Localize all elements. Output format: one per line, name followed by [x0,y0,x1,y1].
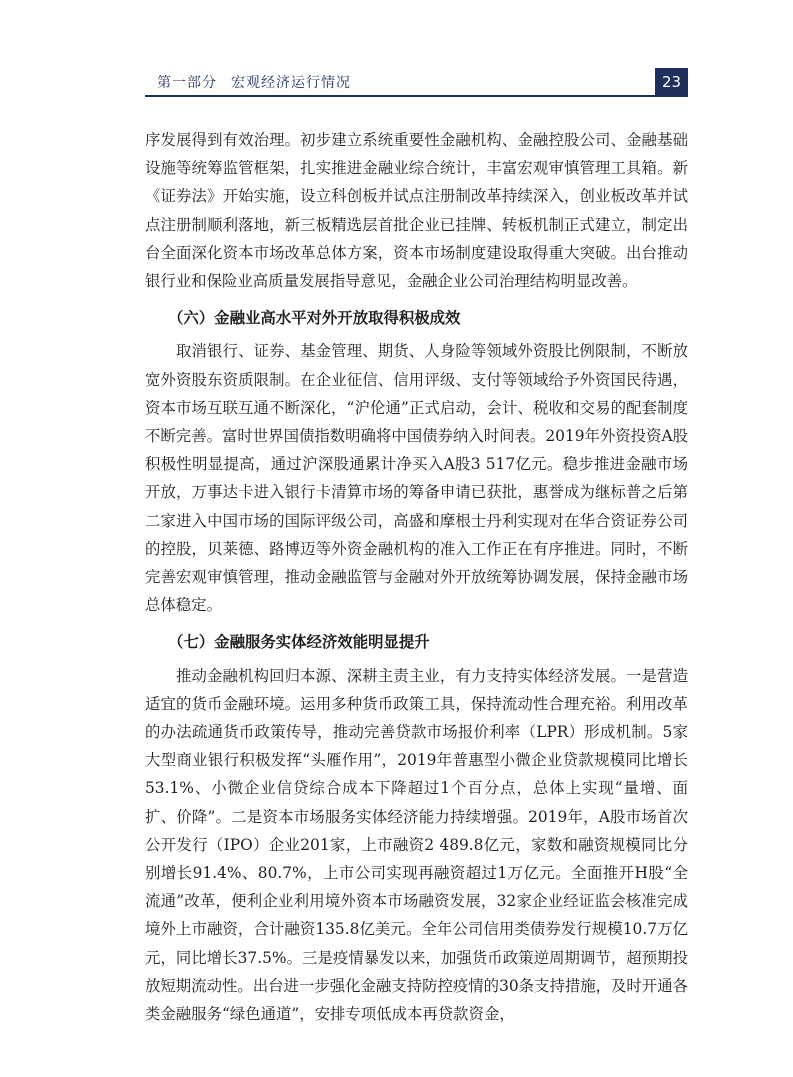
header-part: 第一部分 [157,75,217,91]
page-body [145,126,688,1028]
paragraph-opening: 取消银行、证券、基金管理、期货、人身险等领域外资股比例限制，不断放宽外资股东资质限制。在企业征信、信用评级、支付等领域给予外资国民待遇，资本市场互联互通不断深化，“沪伦通”正式启动，会计、税收和交易的配套制度不断完善。富时世界国债指数明确将中国债券纳入时间表。2019年外资投资A股积极性明显提高，通过沪深股通累计净买入A股3 517亿元。稳步推进金融市场开放，万事达卡进入银行卡清算市场的筹备申请已获批，惠誉成为继标普之后第二家进入中国市场的国际评级公司，高盛和摩根士丹利实现对在华合资证券公司的控股，贝莱德、路博迈等外资金融机构的准入工作正在有序推进。同时，不断完善宏观审慎管理，推动金融监管与金融对外开放统筹协调发展，保持金融市场总体稳定。 [145,342,688,615]
paragraph-continued: 序发展得到有效治理。初步建立系统重要性金融机构、金融控股公司、金融基础设施等统筹监管框架，扎实推进金融业综合统计，丰富宏观审慎管理工具箱。新《证券法》开始实施，设立科创板并试点注册制改革持续深入，创业板改革并试点注册制顺利落地，新三板精选层首批企业已挂牌、转板机制正式建立，制定出台全面深化资本市场改革总体方案，资本市场制度建设取得重大突破。出台推动银行业和保险业高质量发展指导意见，金融企业公司治理结构明显改善。 [145,131,688,291]
section-heading-7: （七）金融服务实体经济效能明显提升 [168,633,430,652]
header-title [157,72,351,92]
paragraph-financial-services: 推动金融机构回归本源、深耕主责主业，有力支持实体经济发展。一是营造适宜的货币金融环境。运用多种货币政策工具，保持流动性合理充裕。利用改革的办法疏通货币政策传导，推动完善贷款市场报价利率（LPR）形成机制。5家大型商业银行积极发挥“头雁作用”，2019年普惠型小微企业贷款规模同比增长53.1%、小微企业信贷综合成本下降超过1个百分点，总体上实现“量增、面扩、价降”。二是资本市场服务实体经济能力持续增强。2019年，A股市场首次公开发行（IPO）企业201家，上市融资2 489.8亿元，家数和融资规模同比分别增长91.4%、80.7%，上市公司实现再融资超过1万亿元。全面推开H股“全流通”改革，便利企业利用境外资本市场融资发展，32家企业经证监会核准完成境外上市融资，合计融资135.8亿美元。全年公司信用类债券发行规模10.7万亿元，同比增长37.5%。三是疫情暴发以来，加强货币政策逆周期调节，超预期投放短期流动性。出台进一步强化金融支持防控疫情的30条支持措施，及时开通各类金融服务“绿色通道”，安排专项低成本再贷款资金， [145,666,688,1024]
page-number: 23 [655,68,688,96]
header-rule [145,95,688,97]
running-header [145,68,688,96]
header-section-title: 宏观经济运行情况 [231,75,351,91]
section-heading-6: （六）金融业高水平对外开放取得积极成效 [168,309,461,328]
